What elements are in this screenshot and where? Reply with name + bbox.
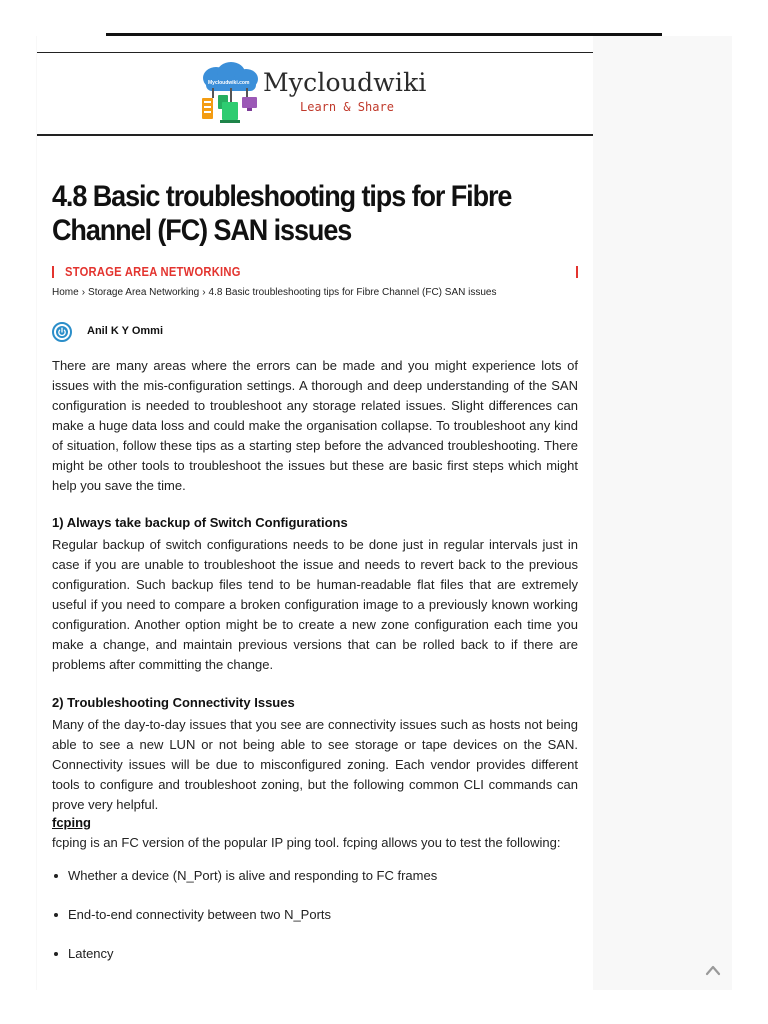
- category-bar-right: [576, 266, 578, 278]
- brand-tagline: Learn & Share: [300, 100, 394, 114]
- list-item: Whether a device (N_Port) is alive and responding to FC frames: [52, 866, 437, 905]
- header-rule-top: [37, 52, 593, 53]
- intro-paragraph: There are many areas where the errors can be made and you might experience lots of issues with the mis-configuration settings. A thorough and deep understanding of the SAN configuration is needed to troubleshoot any storage related issues. Slight differences can make a huge data loss and could make the organisation collapse. To troubleshoot any kind of situation, follow these tips as a starting step before the advanced troubleshooting. There might be other tools to troubleshoot the issues but these are basic first steps which might help you save the time.: [52, 358, 578, 493]
- list-item: End-to-end connectivity between two N_Ports: [52, 905, 437, 944]
- scroll-to-top-button[interactable]: [701, 958, 725, 982]
- top-rule: [106, 33, 662, 36]
- site-logo[interactable]: [200, 62, 440, 126]
- category-bar-left: [52, 266, 54, 278]
- section-heading-backup: 1) Always take backup of Switch Configurations: [52, 515, 348, 530]
- header-rule-bottom: [37, 134, 593, 136]
- logo-small-text: Mycloudwiki.com: [208, 80, 250, 86]
- breadcrumb-home[interactable]: Home: [52, 287, 79, 298]
- fcping-tests-list: [52, 866, 437, 983]
- connectivity-paragraph: Many of the day-to-day issues that you see are connectivity issues such as hosts not being able to see a new LUN or not being able to see storage or tape devices on the SAN. Connectivity issues will be due to misconfigured zoning. Each vendor provides different tools to configure and troubleshoot zoning, but the following common CLI commands can prove very helpful.: [52, 717, 578, 812]
- chevron-up-icon: [701, 958, 725, 982]
- category-link[interactable]: STORAGE AREA NETWORKING: [65, 264, 241, 279]
- fcping-paragraph: fcping is an FC version of the popular IP ping tool. fcping allows you to test the following:: [52, 835, 561, 850]
- backup-paragraph: Regular backup of switch configurations needs to be done just in regular intervals just in case if you are unable to troubleshoot the issue and needs to revert back to the previous configuration. Such backup files tend to be human-readable flat files that are extremely useful if you need to compare a broken configuration image to a previously known working configuration. Another option might be to create a new zone configuration each time you make a change, and maintain previous versions that can be rolled back to if there are problems after committing the change.: [52, 537, 578, 672]
- power-avatar-icon[interactable]: [52, 322, 72, 342]
- cloud-network-logo-icon: [200, 62, 262, 126]
- fcping-heading: fcping: [52, 815, 91, 830]
- brand-name: Mycloudwiki: [263, 68, 427, 97]
- article-title: 4.8 Basic troubleshooting tips for Fibre Channel (FC) SAN issues: [52, 180, 512, 247]
- section-heading-connectivity: 2) Troubleshooting Connectivity Issues: [52, 695, 295, 710]
- list-item: Latency: [52, 944, 437, 983]
- breadcrumb-separator: ›: [81, 287, 86, 298]
- breadcrumb: [52, 287, 496, 298]
- author-name[interactable]: Anil K Y Ommi: [87, 325, 164, 337]
- breadcrumb-separator: ›: [202, 287, 206, 298]
- breadcrumb-current: 4.8 Basic troubleshooting tips for Fibre Channel (FC) SAN issues: [208, 287, 497, 298]
- breadcrumb-section[interactable]: Storage Area Networking: [88, 287, 200, 298]
